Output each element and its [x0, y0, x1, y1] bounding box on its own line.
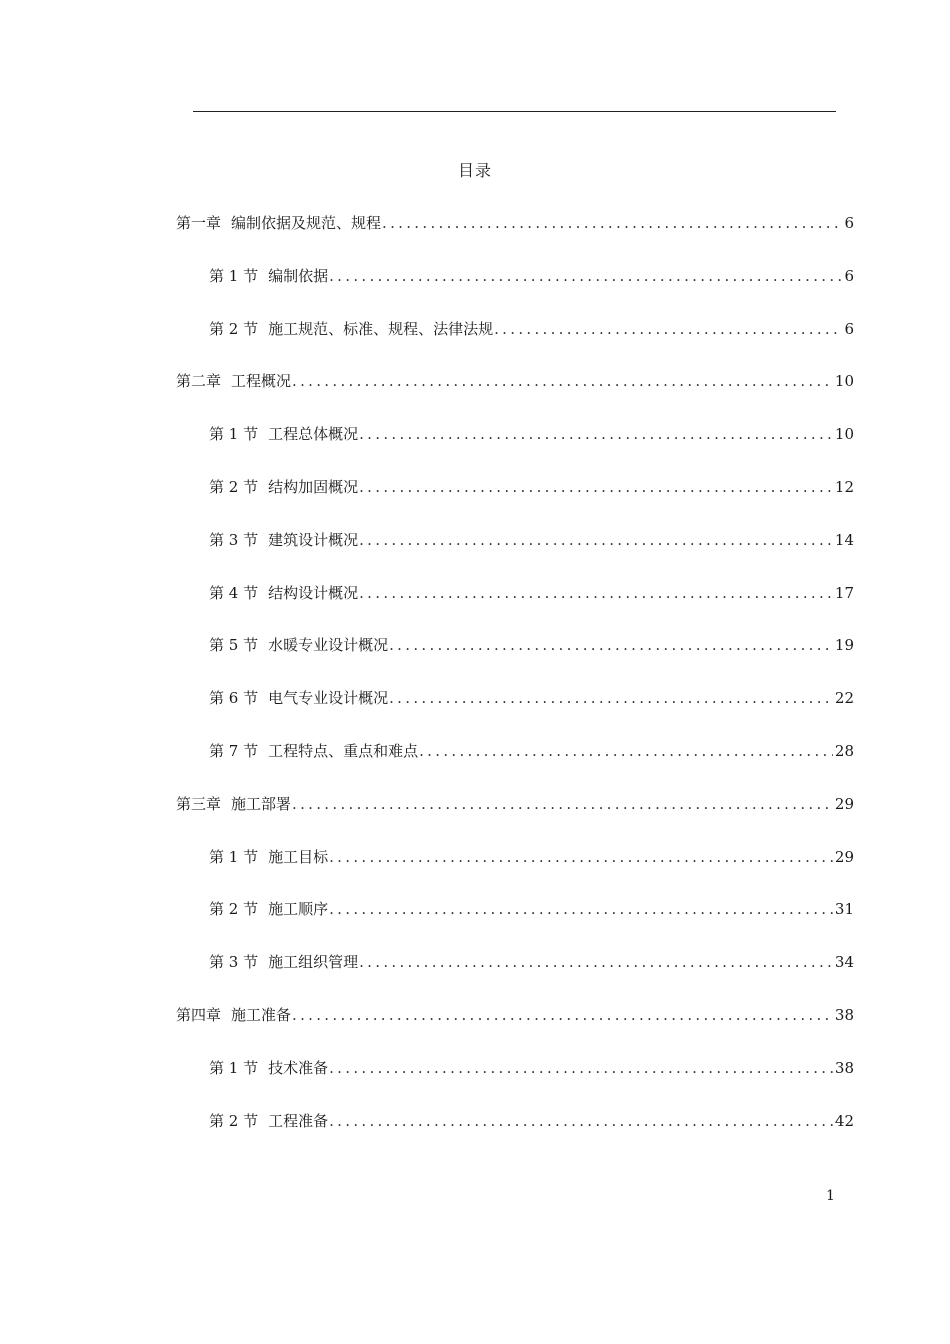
toc-entry-title: 施工部署: [231, 794, 292, 813]
toc-entry-page: 14: [834, 530, 854, 549]
toc-entry-section[interactable]: [176, 265, 854, 318]
dot-leader: [359, 951, 833, 973]
toc-entry-number: 第 6 节: [209, 689, 259, 708]
toc-entry-section[interactable]: [176, 423, 854, 476]
toc-entry-title: 工程总体概况: [268, 425, 359, 444]
toc-entry-chapter-3[interactable]: [176, 793, 854, 846]
toc-title: 目录: [457, 161, 492, 180]
toc-entry-page: 6: [844, 319, 854, 338]
toc-entry-title: 工程特点、重点和难点: [268, 741, 419, 760]
toc-entry-page: 6: [844, 214, 854, 232]
toc-entry-number: 第四章: [176, 1005, 222, 1024]
toc-entry-chapter-2[interactable]: [176, 370, 854, 423]
toc-entry-number: 第 4 节: [209, 583, 259, 602]
toc-entry-number: 第一章: [176, 214, 222, 232]
dot-leader: [389, 687, 833, 709]
toc-entry-title: 施工规范、标准、规程、法律法规: [268, 319, 494, 338]
toc-entry-title: 工程概况: [231, 372, 292, 391]
dot-leader: [359, 529, 833, 551]
toc-entry-number: 第 5 节: [209, 636, 259, 655]
toc-entry-section[interactable]: [176, 1110, 854, 1163]
toc-entry-section[interactable]: [176, 1057, 854, 1110]
toc-entry-section[interactable]: [176, 634, 854, 687]
toc-entry-number: 第 2 节: [209, 1111, 259, 1130]
toc-entry-page: 6: [844, 266, 854, 285]
toc-entry-page: 34: [834, 953, 854, 972]
toc-entry-number: 第 1 节: [209, 1058, 259, 1077]
toc-entry-section[interactable]: [176, 687, 854, 740]
toc-entry-number: 第 2 节: [209, 477, 259, 496]
toc-entry-title: 施工目标: [268, 847, 329, 866]
toc-entry-section[interactable]: [176, 318, 854, 371]
toc-entry-page: 42: [834, 1111, 854, 1130]
toc-entry-section[interactable]: [176, 529, 854, 582]
toc-entry-number: 第 7 节: [209, 741, 259, 760]
toc-entry-title: 施工顺序: [268, 900, 329, 919]
dot-leader: [382, 212, 842, 234]
toc-entry-page: 29: [834, 794, 854, 813]
dot-leader: [389, 634, 833, 656]
toc-entry-section[interactable]: [176, 846, 854, 899]
dot-leader: [419, 740, 833, 762]
header-rule: [193, 111, 836, 112]
toc-entry-title: 水暖专业设计概况: [268, 636, 389, 655]
toc-entry-number: 第 1 节: [209, 847, 259, 866]
toc-entry-title: 技术准备: [268, 1058, 329, 1077]
toc-entry-title: 结构设计概况: [268, 583, 359, 602]
toc-entry-title: 工程准备: [268, 1111, 329, 1130]
toc-entry-page: 28: [834, 741, 854, 760]
toc-entry-chapter-4[interactable]: [176, 1004, 854, 1057]
toc-entry-page: 38: [834, 1058, 854, 1077]
toc-entry-number: 第 3 节: [209, 530, 259, 549]
toc-entry-title: 结构加固概况: [268, 477, 359, 496]
dot-leader: [329, 1110, 833, 1132]
toc-entry-page: 12: [834, 477, 854, 496]
toc-entry-page: 29: [834, 847, 854, 866]
toc-entry-section[interactable]: [176, 951, 854, 1004]
toc-entry-page: 17: [834, 583, 854, 602]
toc-entry-section[interactable]: [176, 740, 854, 793]
dot-leader: [329, 265, 842, 287]
toc-entry-chapter-1[interactable]: [176, 212, 854, 265]
toc-entry-page: 19: [834, 636, 854, 655]
toc-entry-page: 22: [834, 689, 854, 708]
toc-entry-number: 第三章: [176, 794, 222, 813]
toc-entry-title: 建筑设计概况: [268, 530, 359, 549]
toc-entry-page: 10: [834, 425, 854, 444]
toc-entry-title: 电气专业设计概况: [268, 689, 389, 708]
toc-entry-title: 编制依据: [268, 266, 329, 285]
toc-entry-title: 施工准备: [231, 1005, 292, 1024]
toc-entry-section[interactable]: [176, 898, 854, 951]
toc-entry-number: 第 2 节: [209, 900, 259, 919]
toc-entry-number: 第 3 节: [209, 953, 259, 972]
toc-entry-page: 38: [834, 1005, 854, 1024]
toc-entry-number: 第 1 节: [209, 425, 259, 444]
toc-entry-page: 10: [834, 372, 854, 391]
toc-entry-section[interactable]: [176, 582, 854, 635]
dot-leader: [359, 582, 833, 604]
toc-entry-number: 第 2 节: [209, 319, 259, 338]
dot-leader: [292, 793, 833, 815]
toc-entry-number: 第二章: [176, 372, 222, 391]
dot-leader: [292, 370, 833, 392]
table-of-contents: [176, 212, 854, 1162]
dot-leader: [329, 898, 833, 920]
dot-leader: [494, 318, 842, 340]
toc-entry-title: 施工组织管理: [268, 953, 359, 972]
toc-entry-page: 31: [834, 900, 854, 919]
dot-leader: [292, 1004, 833, 1026]
toc-entry-title: 编制依据及规范、规程: [231, 214, 382, 232]
toc-entry-number: 第 1 节: [209, 266, 259, 285]
toc-entry-section[interactable]: [176, 476, 854, 529]
dot-leader: [359, 476, 833, 498]
dot-leader: [359, 423, 833, 445]
dot-leader: [329, 846, 833, 868]
page-number: 1: [826, 1188, 835, 1204]
dot-leader: [329, 1057, 833, 1079]
